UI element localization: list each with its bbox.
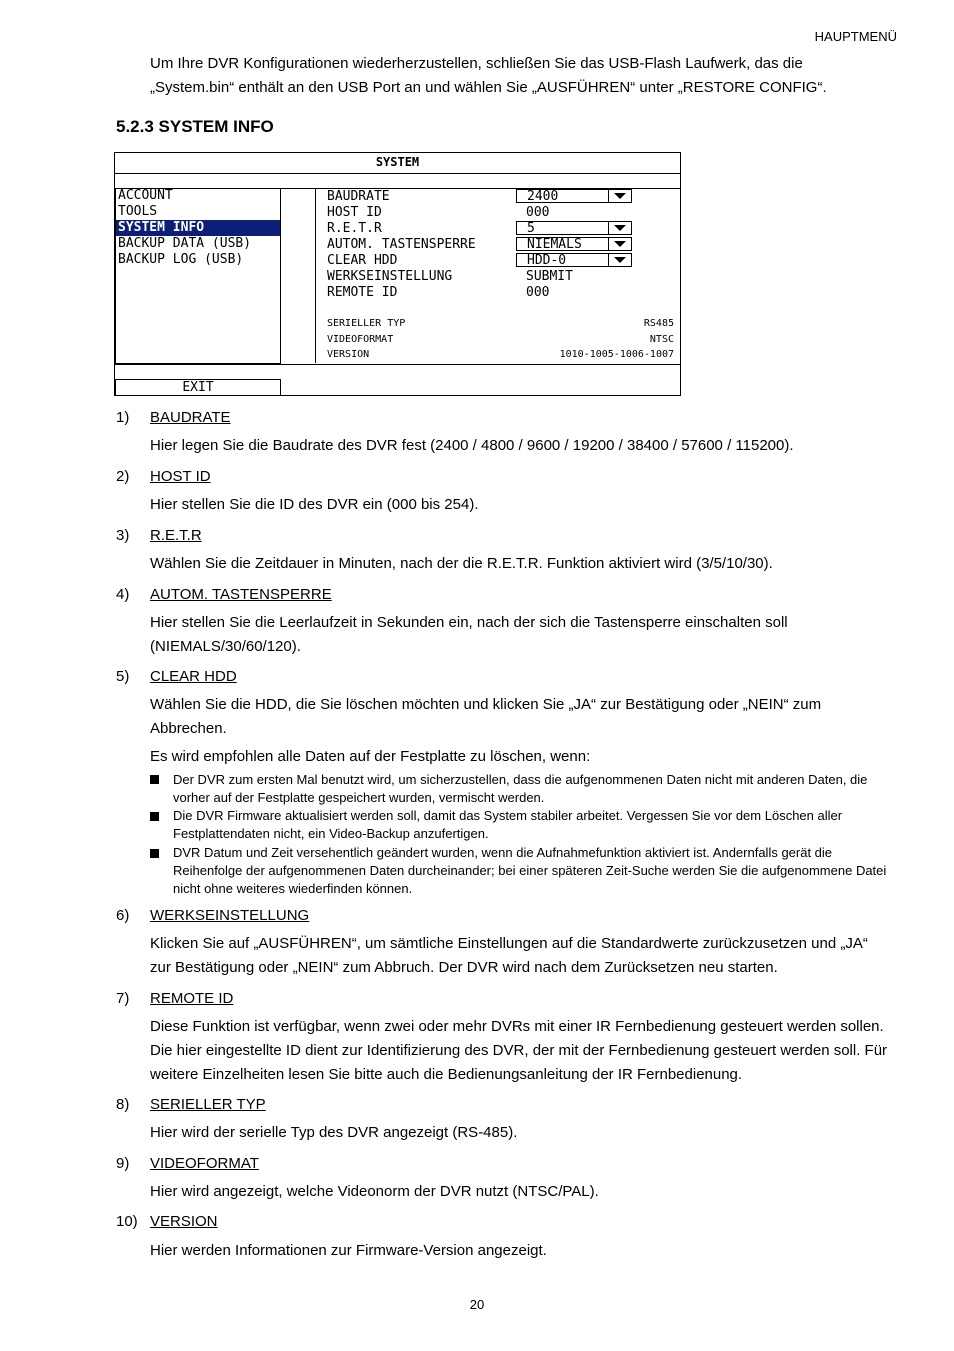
- menu-item-backup-log[interactable]: BACKUP LOG (USB): [118, 252, 244, 267]
- serial-type-label: SERIELLER TYP: [327, 318, 406, 329]
- item-title-remote-id: REMOTE ID: [150, 990, 234, 1007]
- item-number: 5): [116, 668, 130, 685]
- item-text-remote-id: Diese Funktion ist verfügbar, wenn zwei oder mehr DVRs mit einer IR Fernbedienung gesteuert werden sollen. Die hier eingestellte ID dient zur Identifizierung des DVR, der mit der Fernbedienung gesteuert werden soll. Für weitere Einzelheiten lesen Sie bitte auch die Bedienungsanleitung der IR Fernbedienung.: [150, 1018, 888, 1083]
- serial-type-value: RS485: [643, 318, 674, 329]
- item-title-retr: R.E.T.R: [150, 527, 202, 544]
- item-text-serial-type: Hier wird der serielle Typ des DVR angezeigt (RS-485).: [150, 1124, 518, 1141]
- item-text-factory-reset: Klicken Sie auf „AUSFÜHREN“, um sämtliche Einstellungen auf die Standardwerte zurückzusetzen und „JA“ zur Bestätigung oder „NEIN“ zum Abbruch. Der DVR wird nach dem Zurücksetzen neu starten.: [150, 935, 868, 976]
- remote-id-label: REMOTE ID: [327, 285, 398, 300]
- section-title: 5.2.3 SYSTEM INFO: [116, 117, 274, 136]
- chevron-down-icon[interactable]: [608, 254, 631, 266]
- factory-reset-label: WERKSEINSTELLUNG: [327, 269, 453, 284]
- key-lock-value: NIEMALS: [527, 237, 582, 252]
- bullet-square-icon: [150, 775, 159, 784]
- item-number: 3): [116, 527, 130, 544]
- chevron-down-icon[interactable]: [608, 238, 631, 250]
- item-text-host-id: Hier stellen Sie die ID des DVR ein (000 bis 254).: [150, 496, 479, 513]
- exit-button[interactable]: EXIT: [115, 379, 281, 396]
- host-id-label: HOST ID: [327, 205, 382, 220]
- item-title-factory-reset: WERKSEINSTELLUNG: [150, 907, 310, 924]
- item-number: 9): [116, 1155, 130, 1172]
- video-format-value: NTSC: [649, 334, 674, 345]
- item-text-version: Hier werden Informationen zur Firmware-Version angezeigt.: [150, 1242, 547, 1259]
- item-number: 7): [116, 990, 130, 1007]
- menu-right-panel: [315, 188, 680, 363]
- item-number: 8): [116, 1096, 130, 1113]
- item-title-clear-hdd: CLEAR HDD: [150, 668, 237, 685]
- baudrate-select[interactable]: [516, 189, 632, 203]
- bullet-item: DVR Datum und Zeit versehentlich geändert wurden, wenn die Aufnahmefunktion aktiviert ist. Andernfalls gerät die Reihenfolge der aufgenommenen Daten durcheinander; bei einer späteren Zeit-Suche werden Sie die aufgenommene Datei nicht ohne weiteres wiederfinden können.: [173, 845, 887, 896]
- item-text-video-format: Hier wird angezeigt, welche Videonorm der DVR nutzt (NTSC/PAL).: [150, 1183, 599, 1200]
- clear-hdd-value: HDD-0: [527, 253, 567, 268]
- bullet-square-icon: [150, 812, 159, 821]
- menu-divider: [115, 364, 680, 365]
- video-format-label: VIDEOFORMAT: [327, 334, 394, 345]
- host-id-value[interactable]: 000: [526, 205, 550, 220]
- retr-label: R.E.T.R: [327, 221, 382, 236]
- baudrate-value: 2400: [527, 189, 559, 204]
- serial-type-row: [327, 316, 674, 331]
- version-row: [327, 347, 674, 362]
- page-number: 20: [469, 1297, 485, 1312]
- item-number: 6): [116, 907, 130, 924]
- item-title-host-id: HOST ID: [150, 468, 211, 485]
- chevron-down-icon[interactable]: [608, 190, 631, 202]
- item-number: 2): [116, 468, 130, 485]
- clear-hdd-label: CLEAR HDD: [327, 253, 398, 268]
- bullet-square-icon: [150, 849, 159, 858]
- key-lock-label: AUTOM. TASTENSPERRE: [327, 237, 476, 252]
- clear-hdd-select[interactable]: [516, 253, 632, 267]
- menu-title: SYSTEM: [115, 153, 680, 174]
- intro-paragraph: Um Ihre DVR Konfigurationen wiederherzustellen, schließen Sie das USB-Flash Laufwerk, das die „System.bin“ enthält an den USB Port an und wählen Sie „AUSFÜHREN“ unter „RESTORE CONFIG“.: [150, 55, 827, 96]
- video-format-row: [327, 332, 674, 347]
- key-lock-select[interactable]: [516, 237, 632, 251]
- item-title-video-format: VIDEOFORMAT: [150, 1155, 259, 1172]
- chevron-down-icon[interactable]: [608, 222, 631, 234]
- item-title-baudrate: BAUDRATE: [150, 409, 231, 426]
- menu-item-backup-data[interactable]: BACKUP DATA (USB): [118, 236, 252, 251]
- menu-item-account[interactable]: ACCOUNT: [118, 188, 173, 203]
- item-text-retr: Wählen Sie die Zeitdauer in Minuten, nach der die R.E.T.R. Funktion aktiviert wird (3/5/10/30).: [150, 555, 773, 572]
- item-text-clear-hdd: Wählen Sie die HDD, die Sie löschen möchten und klicken Sie „JA“ zur Bestätigung oder „NEIN“ zum Abbrechen.: [150, 696, 822, 737]
- item-text-baudrate: Hier legen Sie die Baudrate des DVR fest (2400 / 4800 / 9600 / 19200 / 38400 / 57600 / 115200).: [150, 437, 794, 454]
- version-label: VERSION: [327, 349, 370, 360]
- retr-select[interactable]: [516, 221, 632, 235]
- item-text-clear-hdd-note: Es wird empfohlen alle Daten auf der Festplatte zu löschen, wenn:: [150, 748, 591, 765]
- item-number: 1): [116, 409, 130, 426]
- baudrate-label: BAUDRATE: [327, 189, 390, 204]
- menu-left-list: [115, 188, 281, 364]
- menu-item-tools[interactable]: TOOLS: [118, 204, 158, 219]
- item-text-key-lock: Hier stellen Sie die Leerlaufzeit in Sekunden ein, nach der sich die Tastensperre einschalten soll (NIEMALS/30/60/120).: [150, 614, 788, 655]
- remote-id-value[interactable]: 000: [526, 285, 550, 300]
- menu-item-system-info[interactable]: SYSTEM INFO: [116, 220, 280, 236]
- item-title-version: VERSION: [150, 1213, 218, 1230]
- item-title-key-lock: AUTOM. TASTENSPERRE: [150, 586, 332, 603]
- system-menu: [114, 152, 681, 396]
- item-number: 4): [116, 586, 130, 603]
- version-value: 1010-1005-1006-1007: [559, 349, 674, 360]
- retr-value: 5: [527, 221, 535, 236]
- running-header: HAUPTMENÜ: [814, 29, 897, 44]
- bullet-item: Die DVR Firmware aktualisiert werden soll, damit das System stabiler arbeitet. Vergessen Sie vor dem Löschen aller Festplattendaten nicht, ein Video-Backup anzufertigen.: [173, 808, 843, 841]
- factory-reset-submit[interactable]: SUBMIT: [526, 269, 573, 284]
- item-number: 10): [116, 1213, 138, 1230]
- item-title-serial-type: SERIELLER TYP: [150, 1096, 266, 1113]
- bullet-item: Der DVR zum ersten Mal benutzt wird, um sicherzustellen, dass die aufgenommenen Daten nicht mit anderen Daten, die vorher auf der Festplatte gespeichert wurden, vermischt werden.: [173, 772, 868, 805]
